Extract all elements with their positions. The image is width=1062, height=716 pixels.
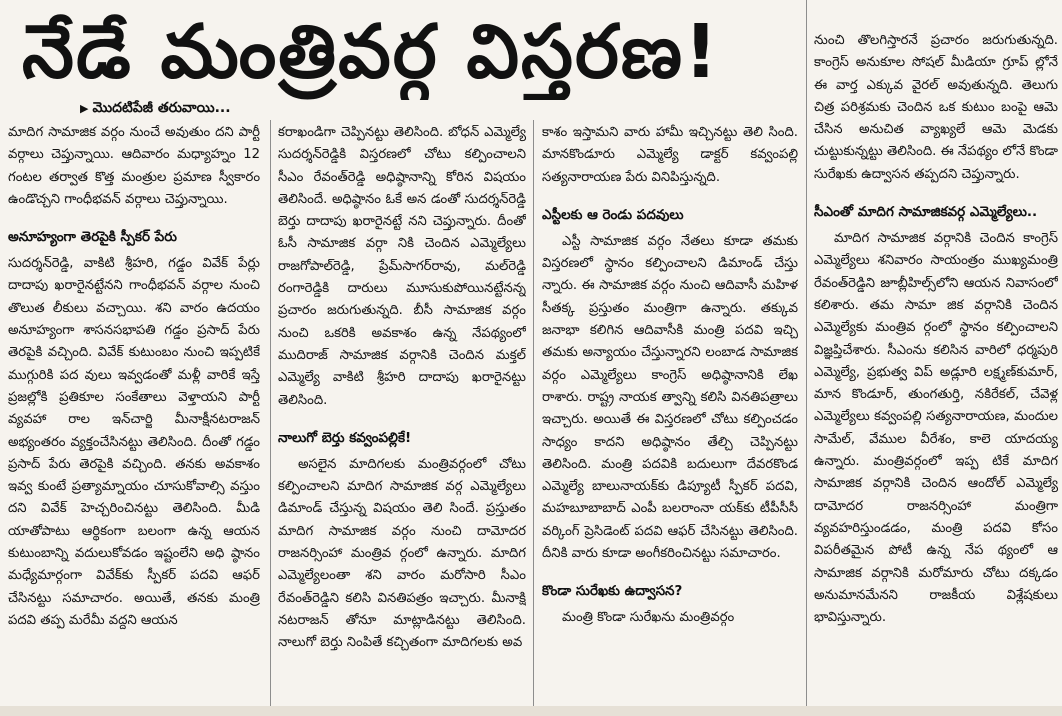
- kicker-text: మొదటిపేజీ తరువాయి...: [92, 100, 231, 116]
- subheading: ఎస్టీలకు ఆ రెండు పదవులు: [542, 206, 684, 223]
- paragraph: అసలైన మాదిగలకు మంత్రివర్గంలో చోటు కల్పించాలని మాదిగ సామాజిక వర్గ ఎమ్మెల్యేలు డిమాండ్ చేస్తున్న విషయం తెలి సిందే. ప్రస్తుతం మాదిగ సామాజిక వర్గం నుంచి దామోదర రాజనర్సింహా మంత్రివ ర్గంలో ఉన్నారు. మాదిగ ఎమ్మెల్యేలంతా శని వారం మరోసారి సీఎం రేవంత్‌రెడ్డిని కలిసి వినతిపత్రం ఇచ్చారు. మీనాక్షి నటరాజన్ తోనూ మాట్లాడినట్టు తెలిసింది. నాలుగో బెర్తు నింపితే కచ్చితంగా మాదిగలకు అవ: [278, 456, 526, 651]
- continued-from-front-page: [80, 100, 231, 119]
- paragraph: కరాఖండిగా చెప్పినట్టు తెలిసింది. బోధన్ ఎమ్మెల్యే సుదర్శన్‌రెడ్డికి విస్తరణలో చోటు కల్పించాలని సీఎం రేవంత్‌రెడ్డి అధిష్ఠానాన్ని కోరిన విషయం తెలిసిందే. అధిష్ఠానం ఓకే అన డంతో సుదర్శన్‌రెడ్డి బెర్తు దాదాపు ఖరారైనట్టే నని చెప్తున్నారు. దీంతో ఓసీ సామాజిక వర్గా నికి చెందిన ఎమ్మెల్యేలు రాజగోపాల్‌రెడ్డి, ప్రేమ్‌సాగర్‌రావు, మల్‌రెడ్డి రంగారెడ్డికి దారులు మూసుకుపోయినట్టేనన్న ప్రచారం జరుగుతున్నది. బీసీ సామాజిక వర్గం నుంచి ఒకరికి అవకాశం ఉన్న నేపథ్యంలో ముదిరాజ్ సామాజిక వర్గానికి చెందిన మక్తల్ ఎమ్మెల్యే వాకిటి శ్రీహరి దాదాపు ఖరారైనట్టు తెలిసింది.: [278, 125, 526, 408]
- subheading: కొండా సురేఖకు ఉద్వాసన?: [542, 583, 683, 600]
- paragraph: మంత్రి కొండా సురేఖను మంత్రివర్గం: [562, 610, 735, 626]
- paragraph: సుదర్శన్‌రెడ్డి, వాకిటి శ్రీహరి, గడ్డం వివేక్ పేర్లు దాదాపు ఖరారైనట్టేనని గాంధీభవన్ వర్గాల నుంచి తొలుత లీకులు వచ్చాయి. శని వారం ఉదయం అనూహ్యంగా శాసనసభాపతి గడ్డం ప్రసాద్ పేరు తెరపైకి వచ్చింది. వివేక్ కుటుంబం నుంచి ఇప్పటికే ముగ్గురికి పద వులు ఇవ్వడంతో మళ్లీ వారికే ఇస్తే ప్రజల్లోకి ప్రతికూల సంకేతాలు వెళ్తాయని పార్టీ వ్యవహా రాల ఇన్‌చార్జి మీనాక్షీనటరాజన్ అభ్యంతరం వ్యక్తంచేసినట్టు తెలిసింది. దీంతో గడ్డం ప్రసాద్ పేరు తెరపైకి వచ్చింది. తనకు అవకాశం ఇవ్వ కుంటే ప్రత్యామ్నాయం చూసుకోవాల్సి వస్తుం దని వివేక్ హెచ్చరించినట్టు తెలిసింది. మీడి యాతోపాటు ఆర్థికంగా బలంగా ఉన్న ఆయన కుటుంబాన్ని వదులుకోవడం ఇష్టంలేని అధి ష్ఠానం మధ్యేమార్గంగా వివేక్‌కు స్పీకర్ పదవి ఆఫర్ చేసినట్టు సమాచారం. అయితే, తనకు మంత్రి పదవి తప్ప మరేమీ వద్దని ఆయన: [8, 256, 260, 628]
- paragraph: మాదిగ సామాజిక వర్గానికి చెందిన కాంగ్రెస్ ఎమ్మెల్యేలు శనివారం సాయంత్రం ముఖ్యమంత్రి రేవంత్‌రెడ్డిని జూబ్లీహిల్స్‌లోని ఆయన నివాసంలో కలిశారు. తమ సామా జిక వర్గానికి చెందిన ఎమ్మెల్యేకు మంత్రివ ర్గంలో స్థానం కల్పించాలని విజ్ఞప్తిచేశారు. సీఎంను కలిసిన వారిలో ధర్మపురి ఎమ్మెల్యే, ప్రభుత్వ విప్ అడ్లూరి లక్ష్మణ్‌కుమార్, మాన కొండూర్, తుంగతుర్తి, నకిరేకల్, చేవెళ్ల ఎమ్మెల్యేలు కవ్వంపల్లి సత్యనారాయణ, మందుల సామేల్, వేముల వీరేశం, కాలె యాదయ్య ఉన్నారు. మంత్రివర్గంలో ఇప్ప టికే మాదిగ సామాజిక వర్గానికి చెందిన ఆందోల్ ఎమ్మెల్యే దామోదర రాజనర్సింహా మంత్రిగా వ్యవహరిస్తుండడం, మంత్రి పదవి కోసం విపరీతమైన పోటీ ఉన్న నేప థ్యంలో ఆ సామాజిక వర్గానికి మరోమారు చోటు దక్కడం అనుమానమేనని రాజకీయ విశ్లేషకులు భావిస్తున్నారు.: [814, 231, 1058, 626]
- column-1: [8, 122, 260, 710]
- page-bottom-strip: [0, 706, 1062, 716]
- paragraph: ఎస్టీ సామాజిక వర్గం నేతలు కూడా తమకు విస్తరణలో స్థానం కల్పించాలని డిమాండ్ చేస్తు న్నారు. ఈ సామాజిక వర్గం నుంచి ఆదివాసీ మహిళ సీతక్క ప్రస్తుతం మంత్రిగా ఉన్నారు. తక్కువ జనాభా కలిగిన ఆదివాసీకి మంత్రి పదవి ఇచ్చి తమకు అన్యాయం చేస్తున్నారని లంబాడ సామాజిక వర్గం ఎమ్మెల్యేలు కాంగ్రెస్ అధిష్ఠానానికి లేఖ రాశారు. రాష్ట్ర నాయక త్వాన్ని కలిసి వినతిపత్రాలు ఇచ్చారు. అయితే ఈ విస్తరణలో చోటు కల్పించడం సాధ్యం కాదని అధిష్ఠానం తేల్చి చెప్పినట్టు తెలిసింది. మంత్రి పదవికి బదులుగా దేవరకొండ ఎమ్మెల్యే బాలునాయక్‌కు డిప్యూటీ స్పీకర్ పదవి, మహబూబాబాద్ ఎంపీ బలరాంనా యక్‌కు టీపీసీసీ వర్కింగ్ ప్రెసిడెంట్ పదవి ఆఫర్ చేసినట్టు తెలిసింది. దీనికి వారు కూడా అంగీకరించినట్టు సమాచారం.: [542, 233, 798, 562]
- subheading: నాలుగో బెర్తు కవ్వంపల్లికే!: [278, 429, 412, 446]
- paragraph: కాశం ఇస్తామని వారు హామీ ఇచ్చినట్టు తెలి సింది. మానకొండూరు ఎమ్మెల్యే డాక్టర్ కవ్వంపల్లి సత్యనారాయణ పేరు వినిపిస్తున్నది.: [542, 125, 798, 185]
- column-4: [814, 30, 1058, 710]
- paragraph: నుంచి తొలగిస్తారనే ప్రచారం జరుగుతున్నది. కాంగ్రెస్ అనుకూల సోషల్ మీడియా గ్రూప్ ల్లోనే ఈ వార్త ఎక్కువ వైరల్ అవుతున్నది. తెలుగు చిత్ర పరిశ్రమకు చెందిన ఒక కుటుం బంపై ఆమె చేసిన అనుచిత వ్యాఖ్యలే ఆమె మెడకు చుట్టుకున్నట్టు తెలిసింది. ఈ నేపథ్యం లోనే కొండా సురేఖకు ఉద్వాసన తప్పదని చెప్తున్నారు.: [814, 33, 1058, 182]
- column-rule-top-right: [806, 0, 807, 716]
- column-3: [542, 122, 798, 710]
- subheading: సీఎంతో మాదిగ సామాజికవర్గ ఎమ్మెల్యేలు..: [814, 204, 1038, 221]
- paragraph: మాదిగ సామాజిక వర్గం నుంచే అవుతుం దని పార్టీ వర్గాలు చెప్తున్నాయి. ఆదివారం మధ్యాహ్నం 12 గంటల తర్వాత కొత్త మంత్రుల ప్రమాణ స్వీకారం ఉండొచ్చని గాంధీభవన్ వర్గాలు చెప్తున్నాయి.: [8, 125, 260, 207]
- subheading: అనూహ్యంగా తెరపైకి స్పీకర్ పేరు: [8, 229, 177, 246]
- headline: నేడే మంత్రివర్గ విస్తరణ!: [22, 9, 720, 95]
- column-rule-2: [533, 120, 534, 716]
- arrow-right-icon: ▶: [80, 102, 89, 115]
- column-2: [278, 122, 526, 710]
- column-rule-1: [270, 120, 271, 716]
